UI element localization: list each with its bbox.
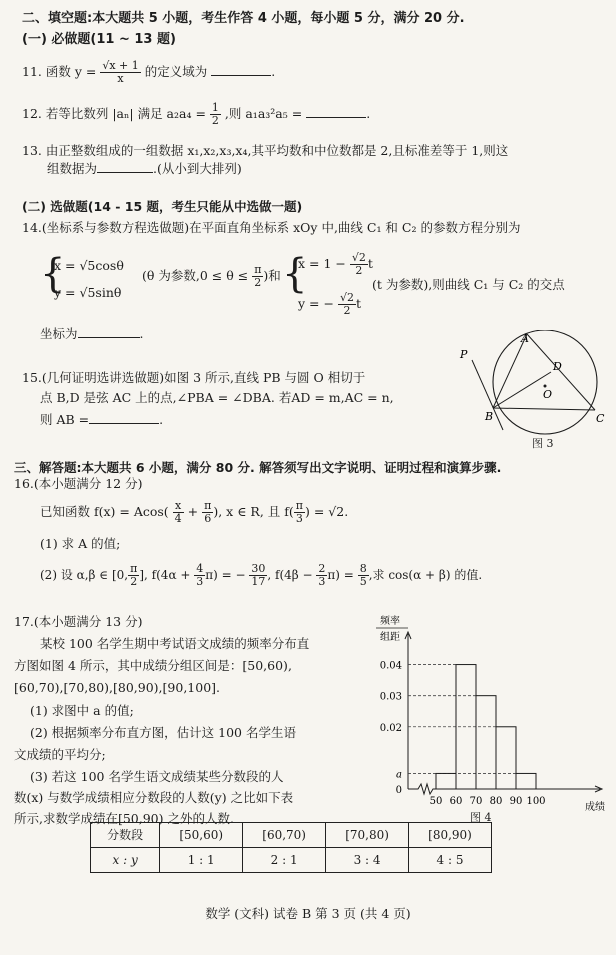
q16-given-c: ) = √2. [305, 504, 349, 520]
table-header-cell: [80,90) [409, 823, 492, 848]
q16-p2-d: , f(4β − [267, 568, 313, 583]
q16-p2-b: ], f(4α + [139, 568, 191, 583]
histogram-bar [476, 696, 496, 789]
q16-p2-f3-den: 17 [251, 575, 266, 589]
q16-p2-f3 [249, 563, 267, 588]
optional-subheading: (二) 选做题(14 - 15 题，考生只能从中选做一题) [22, 199, 303, 214]
table-header-cell: [50,60) [160, 823, 243, 848]
question-14-line1: 14.(坐标系与参数方程选做题)在平面直角坐标系 xOy 中,曲线 C₁ 和 C₂ 的参数方程分别为 [22, 220, 521, 235]
q14-eq2: y = √5sinθ [54, 285, 122, 300]
q17-line3: [60,70),[70,80),[80,90),[90,100]. [14, 680, 220, 695]
q17-line2: 方图如图 4 所示，其中成绩分组区间是：[50,60), [14, 658, 292, 673]
q16-p2-f: ,求 cos(α + β) 的值. [368, 568, 483, 583]
q16-p2-f4-den: 3 [318, 575, 326, 589]
table-header-cell: [70,80) [326, 823, 409, 848]
q17-line9: 所示,求数学成绩在[50,90) 之外的人数. [14, 811, 234, 826]
q16-f1-num: x [173, 500, 184, 513]
q16-f3 [294, 500, 305, 525]
table-header-cell: 分数段 [91, 823, 160, 848]
q11-num: √x + 1 [102, 59, 139, 72]
q14-eq1: x = √5cosθ [54, 258, 124, 273]
figure-4-histogram [360, 612, 612, 822]
q16-f2-den: 6 [204, 512, 212, 526]
figure-3-caption: 图 3 [532, 437, 554, 450]
q14-param-a: (θ 为参数,0 ≤ θ ≤ [142, 268, 249, 284]
q17-line1: 某校 100 名学生期中考试语文成绩的频率分布直 [40, 636, 310, 651]
page-footer: 数学 (文科) 试卷 B 第 3 页 (共 4 页) [205, 906, 411, 921]
q16-part1: (1) 求 A 的值; [40, 536, 121, 551]
q16-p2-f5-num: 8 [359, 562, 367, 575]
q14-param-fraction [252, 264, 263, 289]
q14-eq4-a: y = − [298, 296, 334, 312]
question-12 [22, 102, 370, 127]
q11-den: x [117, 72, 124, 86]
q16-f2-num: π [204, 499, 212, 512]
answer-blank-11[interactable] [211, 63, 271, 76]
q14-eq4-num: √2 [339, 291, 354, 304]
q14-eq3-fraction [350, 252, 368, 277]
q12-text-c: . [366, 106, 371, 122]
q16-part2 [40, 563, 482, 588]
histogram-bar [436, 773, 456, 789]
label-c: C [596, 412, 605, 425]
label-d: D [553, 360, 562, 373]
label-p: P [460, 348, 468, 361]
x-tick-label: 100 [526, 796, 546, 807]
q16-p2-f5 [358, 563, 369, 588]
x-tick-label: 90 [509, 796, 523, 807]
x-tick-label: 60 [449, 796, 463, 807]
y-axis-label-top: 频率 [380, 616, 400, 627]
y-tick-label: a [396, 769, 402, 781]
q16-given-plus: + [187, 504, 199, 520]
q15-line3-a: 则 AB = [40, 412, 90, 427]
x-tick-label: 50 [429, 796, 443, 807]
histogram-bar [496, 727, 516, 789]
q16-p2-f5-den: 5 [359, 575, 367, 589]
question-11 [22, 60, 275, 85]
figure-3-geometry [455, 330, 605, 450]
q13-line2-b: .(从小到大排列) [153, 161, 242, 176]
q12-text-a: 12. 若等比数列 |aₙ| 满足 a₂a₄ = [22, 106, 206, 122]
q16-f2 [202, 500, 213, 525]
q14-last-a: 坐标为 [40, 326, 78, 341]
question-15-line2: 点 B,D 是弦 AC 上的点,∠PBA = ∠DBA. 若AD = m,AC = n, [40, 390, 394, 405]
q15-line3-b: . [159, 412, 164, 427]
q14-last-b: . [139, 326, 144, 341]
question-13-line2 [47, 160, 242, 178]
question-15-line1: 15.(几何证明选讲选做题)如图 3 所示,直线 PB 与圆 O 相切于 [22, 370, 366, 385]
q17-line6: 文成绩的平均分; [14, 747, 106, 762]
q16-p2-f4-num: 2 [318, 562, 326, 575]
table-row-label: x : y [91, 848, 160, 873]
circle-o [493, 330, 597, 434]
table-row [91, 848, 492, 873]
q11-text-a: 11. 函数 y = [22, 64, 97, 80]
q16-given-a: 已知函数 f(x) = Acos( [40, 504, 169, 520]
q12-text-b: ,则 a₁a₃²a₅ = [224, 106, 303, 122]
answer-blank-15[interactable] [89, 411, 159, 424]
q14-eq3-a: x = 1 − [298, 256, 346, 272]
q17-line7: (3) 若这 100 名学生语文成绩某些分数段的人 [30, 769, 284, 784]
q14-param-b: )和 [263, 268, 281, 284]
q16-given-b: ), x ∈ R, 且 f( [213, 504, 294, 520]
q11-text-b: 的定义域为 [144, 64, 208, 80]
q14-param-num: π [254, 263, 262, 276]
q14-last-line [40, 325, 144, 343]
answer-blank-13[interactable] [97, 160, 153, 173]
question-17-header: 17.(本小题满分 13 分) [14, 614, 143, 629]
label-a: A [521, 332, 529, 345]
q14-eq3-den: 2 [355, 264, 363, 278]
q16-f3-num: π [295, 499, 303, 512]
table-cell: 4 : 5 [409, 848, 492, 873]
q16-p2-f1 [128, 563, 139, 588]
q11-text-c: . [271, 64, 276, 80]
q13-line2-a: 组数据为 [47, 161, 98, 176]
q14-eq3-b: t [367, 256, 373, 272]
question-16-header: 16.(本小题满分 12 分) [14, 476, 143, 491]
y-axis-label-bottom: 组距 [380, 632, 400, 643]
answer-blank-14[interactable] [78, 325, 140, 338]
q16-p2-f1-den: 2 [130, 575, 138, 589]
answer-blank-12[interactable] [306, 105, 366, 118]
label-o: O [543, 388, 553, 401]
q16-p2-f2 [194, 563, 205, 588]
x-tick-label: 70 [469, 796, 483, 807]
q16-f1 [173, 500, 184, 525]
q16-p2-f3-num: 30 [251, 562, 266, 575]
q16-p2-f2-den: 3 [196, 575, 204, 589]
q16-p2-f2-num: 4 [196, 562, 204, 575]
y-tick-label: 0.03 [379, 691, 402, 703]
q14-eq4-b: t [355, 296, 361, 312]
table-header-row [91, 823, 492, 848]
q14-eq4 [298, 292, 361, 317]
q16-f1-den: 4 [174, 512, 182, 526]
table-cell: 1 : 1 [160, 848, 243, 873]
q14-param [142, 264, 281, 289]
q14-eq4-fraction [338, 292, 356, 317]
q11-fraction [100, 60, 140, 85]
q17-line8: 数(x) 与数学成绩相应分数段的人数(y) 之比如下表 [14, 790, 294, 805]
y-tick-label: 0.04 [379, 660, 402, 672]
q12-num: 1 [211, 101, 219, 114]
q16-p2-a: (2) 设 α,β ∈ [0, [40, 568, 129, 583]
chord-bc [493, 408, 595, 410]
q16-f3-den: 3 [295, 512, 303, 526]
section2-heading: 二、填空题:本大题共 5 小题，考生作答 4 小题，每小题 5 分，满分 20 分. [22, 11, 465, 26]
q16-p2-c: π) = − [205, 568, 246, 583]
label-b: B [485, 410, 494, 423]
histogram-bar [516, 773, 536, 789]
q12-fraction [210, 102, 221, 127]
required-subheading: (一) 必做题(11 ~ 13 题) [22, 32, 176, 47]
x-axis-label: 成绩 [585, 802, 605, 813]
q12-den: 2 [211, 114, 219, 128]
section3-heading: 三、解答题:本大题共 6 小题，满分 80 分. 解答须写出文字说明、证明过程和演算步骤. [14, 460, 502, 475]
x-tick-label: 80 [489, 796, 503, 807]
q14-eq3-num: √2 [351, 251, 366, 264]
q14-eq3 [298, 252, 373, 277]
question-13-line1: 13. 由正整数组成的一组数据 x₁,x₂,x₃,x₄,其平均数和中位数都是 2,且标准差等于 1,则这 [22, 143, 509, 158]
q16-given [40, 500, 348, 525]
q17-line4: (1) 求图中 a 的值; [30, 703, 134, 718]
table-cell: 3 : 4 [326, 848, 409, 873]
q16-p2-f1-num: π [130, 562, 138, 575]
q14-tail: (t 为参数),则曲线 C₁ 与 C₂ 的交点 [372, 277, 565, 292]
left-brace-2: { [282, 251, 308, 297]
table-header-cell: [60,70) [243, 823, 326, 848]
figure-4-caption: 图 4 [470, 811, 492, 824]
q16-p2-f4 [316, 563, 327, 588]
q16-p2-e: π) = [327, 568, 354, 583]
q17-line5: (2) 根据频率分布直方图，估计这 100 名学生语 [30, 725, 296, 740]
y-tick-label: 0.02 [379, 722, 402, 734]
y-tick-label: 0 [395, 785, 402, 796]
left-brace-1: { [40, 251, 66, 297]
table-cell: 2 : 1 [243, 848, 326, 873]
q14-eq4-den: 2 [343, 304, 351, 318]
question-15-line3 [40, 411, 163, 429]
ratio-table [90, 822, 492, 873]
q14-param-den: 2 [254, 276, 262, 290]
